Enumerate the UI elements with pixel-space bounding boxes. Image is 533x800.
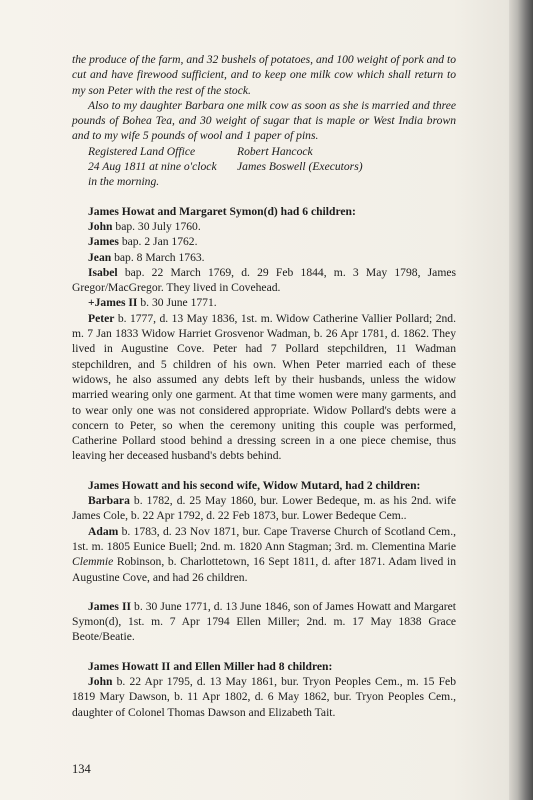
page-number: 134 — [72, 762, 91, 776]
child-entry — [72, 219, 456, 234]
registration-time: in the morning. — [88, 175, 160, 189]
child-name: Adam — [88, 524, 119, 538]
child-name: Jean — [88, 250, 112, 264]
section-heading: James Howatt II and Ellen Miller had 8 children: — [88, 659, 333, 673]
child-name: John — [88, 674, 113, 688]
section-heading: James Howat and Margaret Symon(d) had 6 children: — [88, 204, 356, 218]
registration-time-row — [72, 174, 456, 189]
executor-2: James Boswell (Executors) — [237, 160, 363, 174]
registration-office: Registered Land Office — [88, 144, 196, 158]
will-excerpt-paragraph: the produce of the farm, and 32 bushels of potatoes, and 100 weight of pork and to cut and have firewood sufficient, and to keep one milk cow which shall return to my son Peter with the rest of the stock. — [72, 53, 456, 97]
will-excerpt-paragraph-2: Also to my daughter Barbara one milk cow as soon as she is married and three pounds of Bohea Tea, and 30 weight of sugar that is maple or West India brown and to my wife 5 pounds of wool and 1 paper of pins. — [72, 98, 456, 143]
child-entry — [72, 493, 456, 524]
child-details: b. 1783, d. 23 Nov 1871, bur. Cape Traverse Church of Scotland Cem., 1st. m. 1805 Eunice Buell; 2nd. m. 1820 Ann Stagman; 3rd. m. Clementina Marie — [72, 524, 456, 553]
person-entry — [72, 599, 456, 645]
child-details-cont: Robinson, b. Charlottetown, 16 Sept 1811, d. after 1871. Adam lived in Augustine Cove, and had 26 children. — [72, 555, 456, 584]
child-details: bap. 2 Jan 1762. — [118, 235, 198, 249]
child-entry — [72, 250, 456, 265]
child-name: John — [88, 219, 113, 233]
person-name: James II — [88, 599, 131, 613]
registration-row — [72, 144, 456, 159]
child-details: b. 30 June 1771. — [137, 296, 217, 310]
child-details: b. 22 Apr 1795, d. 13 May 1861, bur. Tryon Peoples Cem., m. 15 Feb 1819 Mary Dawson, b. 11 Apr 1802, d. 6 May 1862, bur. Tryon Peoples Cem., daughter of Colonel Thomas Dawson and Elizabeth Tait. — [72, 674, 456, 719]
child-name: Peter — [88, 311, 115, 325]
child-entry — [72, 311, 456, 464]
child-name: James — [88, 235, 119, 249]
page-body — [72, 52, 456, 720]
child-name: Isabel — [88, 265, 118, 279]
child-entry — [72, 234, 456, 249]
registration-date: 24 Aug 1811 at nine o'clock — [88, 160, 217, 174]
registration-date-row — [72, 159, 456, 174]
child-details: b. 1777, d. 13 May 1836, 1st. m. Widow Catherine Vallier Pollard; 2nd. m. 7 Jan 1833 Widow Harriet Grosvenor Wadman, b. 26 Apr 1781, d. 1862. They lived in Augustine Cove. Peter had 7 Pollard stepchildren, 11 Wadman stepchildren, and 5 children of his own. When Peter married each of these widows, he also assumed any debts left by their husbands, unless the widow married wearing only one garment. At that time women were many garments, and to wear only one was not considered appropriate. Widow Pollard's debts were a concern to Peter, so when the ceremony uniting this couple was performed, Catherine Pollard stood behind a dressing screen in a one piece chemise, thus leaving her deceased husband's debts behind. — [72, 311, 456, 463]
child-entry — [72, 674, 456, 720]
child-name: Barbara — [88, 494, 130, 508]
child-details: bap. 8 March 1763. — [111, 250, 205, 264]
child-details: bap. 22 March 1769, d. 29 Feb 1844, m. 3 May 1798, James Gregor/MacGregor. They lived in Covehead. — [72, 265, 456, 295]
page-edge-shadow — [509, 0, 533, 800]
section-heading: James Howatt and his second wife, Widow Mutard, had 2 children: — [88, 478, 421, 492]
child-details: bap. 30 July 1760. — [112, 219, 201, 233]
nickname: Clemmie — [72, 555, 114, 569]
child-name: +James II — [88, 296, 138, 310]
child-entry — [72, 295, 456, 310]
child-entry — [72, 524, 456, 585]
child-details: b. 1782, d. 25 May 1860, bur. Lower Bedeque, m. as his 2nd. wife James Cole, b. 22 Apr 1792, d. 22 Feb 1873, bur. Lower Bedeque Cem.. — [72, 494, 456, 523]
person-details: b. 30 June 1771, d. 13 June 1846, son of James Howatt and Margaret Symon(d), 1st. m. 7 Apr 1794 Ellen Miller; 2nd. m. 17 May 1838 Grace Beote/Beatie. — [72, 599, 456, 644]
executor-1: Robert Hancock — [237, 144, 313, 158]
child-entry — [72, 265, 456, 296]
